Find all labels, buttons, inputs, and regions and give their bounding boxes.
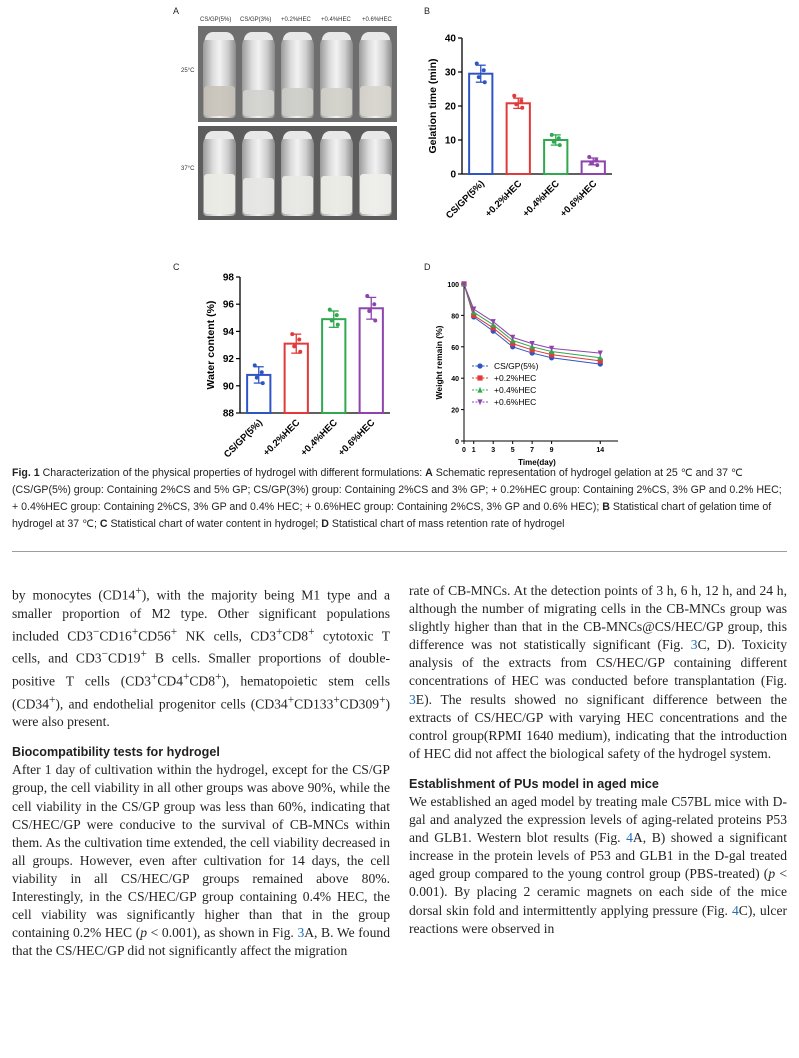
figure-link[interactable]: 3 bbox=[690, 637, 698, 653]
paragraph: rate of CB-MNCs. At the detection points of 3 h, 6 h, 12 h, and 24 h, although the number of migrating cells in the CB-MNCs group was slightly higher than that in the CB-MNCs@CS/HEC/GP group, this difference was not statistically significant (Fig. 3C, D). Toxicity analysis of the extracts from CS/HEC/GP containing different concentrations of HEC was conducted before transplantation (Fig. 3E). The results showed no significant difference between the extracts of CS/HEC/GP with varying HEC concentrations and the control group(RPMI 1640 medium), indicating that the introduction of HEC did not affect the biological safety of the hydrogel system. bbox=[409, 583, 787, 761]
tube-label: CS/GP(5%) bbox=[200, 17, 232, 23]
data-point bbox=[298, 350, 302, 354]
y-tick-label: 94 bbox=[222, 326, 234, 338]
caption-intro: Characterization of the physical properties of hydrogel with different formulations: bbox=[39, 467, 426, 479]
caption-d-label: D bbox=[321, 518, 329, 530]
y-tick-label: 98 bbox=[222, 272, 234, 284]
x-tick-label: +0.4%HEC bbox=[298, 417, 340, 459]
panel-letter-c: C bbox=[173, 262, 180, 272]
left-column bbox=[12, 582, 390, 960]
tube-label: +0.2%HEC bbox=[281, 17, 311, 23]
x-tick-label: 0 bbox=[462, 447, 466, 454]
section-heading: Biocompatibility tests for hydrogel bbox=[12, 745, 220, 760]
data-point bbox=[514, 102, 518, 106]
data-point bbox=[477, 75, 481, 79]
legend-label: +0.2%HEC bbox=[494, 373, 537, 383]
data-point bbox=[290, 332, 294, 336]
caption-b-label: B bbox=[602, 501, 610, 513]
data-point bbox=[512, 94, 516, 98]
section-heading: Establishment of PUs model in aged mice bbox=[409, 776, 659, 791]
y-tick-label: 100 bbox=[447, 282, 459, 289]
caption-d-text: Statistical chart of mass retention rate of hydrogel bbox=[328, 518, 565, 530]
x-tick-label: 5 bbox=[510, 447, 515, 454]
data-point bbox=[261, 381, 265, 385]
caption-a-label: A bbox=[425, 467, 433, 479]
y-tick-label: 20 bbox=[444, 101, 456, 113]
bar bbox=[507, 103, 530, 174]
chart-gelation-time bbox=[420, 20, 620, 245]
tube-label: +0.6%HEC bbox=[362, 17, 392, 23]
data-point bbox=[365, 294, 369, 298]
figure-link[interactable]: 3 bbox=[297, 925, 305, 941]
y-tick-label: 60 bbox=[451, 344, 459, 352]
bar bbox=[360, 308, 383, 413]
x-tick-label: +0.6%HEC bbox=[558, 178, 600, 220]
y-tick-label: 10 bbox=[444, 135, 456, 147]
panel-letter-d: D bbox=[424, 262, 431, 272]
data-point bbox=[477, 387, 482, 393]
data-point bbox=[589, 161, 593, 165]
caption-b-text: Statistical chart of gelation time of hydrogel at 37 ℃; bbox=[12, 501, 772, 530]
data-point bbox=[477, 399, 482, 405]
bar bbox=[469, 74, 492, 174]
data-point bbox=[558, 143, 562, 147]
y-tick-label: 0 bbox=[455, 439, 459, 446]
y-tick-label: 30 bbox=[444, 67, 456, 79]
y-axis-label: Gelation time (min) bbox=[427, 58, 439, 154]
figure-number: Fig. 1 bbox=[12, 467, 40, 479]
data-point bbox=[373, 319, 377, 323]
data-point bbox=[297, 338, 301, 342]
caption-c-text: Statistical chart of water content in hydrogel; bbox=[107, 518, 322, 530]
x-tick-label: CS/GP(5%) bbox=[444, 178, 487, 222]
y-tick-label: 40 bbox=[444, 33, 456, 45]
x-tick-label: 7 bbox=[530, 447, 535, 454]
vial-image bbox=[203, 32, 236, 118]
y-tick-label: 40 bbox=[451, 376, 459, 384]
x-tick-label: 9 bbox=[549, 447, 554, 454]
caption-a-text: Schematic representation of hydrogel gelation at 25 ℃ and 37 ℃ (CS/GP(5%) group: Containing 2%CS and 5% GP; CS/GP(3%) group: Containing 2%CS and 3% GP; + 0.2%HEC group: Containing 2%CS, 3% GP and 0.2% HEC; + 0.4%HEC group: Containing 2%CS, 3% GP and 0.4% HEC; + 0.6%HEC group: Containing 2%CS, 3% GP and 0.6% HEC); bbox=[12, 467, 782, 513]
data-point bbox=[292, 344, 296, 348]
tube-label: CS/GP(3%) bbox=[240, 17, 272, 23]
vial-image bbox=[242, 32, 275, 118]
data-point bbox=[477, 375, 482, 380]
right-column bbox=[409, 582, 787, 938]
paragraph: We established an aged model by treating male C57BL mice with D-gal and analyzed the expression levels of aging-related proteins P53 and GLB1. Western blot results (Fig. 4A, B) showed a significant increase in the protein levels of P53 and GLB1 in the D-gal treated aged group compared to the young control group (PBS-treated) (p < 0.001). By placing 2 ceramic magnets on each side of the mice dorsal skin fold and intermittently applying pressure (Fig. 4C), ulcer reactions were observed in bbox=[409, 793, 788, 936]
data-point bbox=[335, 313, 339, 317]
row-label-37c: 37°C bbox=[181, 166, 195, 172]
x-tick-label: +0.4%HEC bbox=[520, 178, 562, 220]
x-tick-label: CS/GP(5%) bbox=[222, 417, 265, 461]
vial-image bbox=[242, 131, 275, 216]
x-tick-label: +0.6%HEC bbox=[336, 417, 378, 459]
panel-letter-b: B bbox=[424, 6, 431, 16]
data-point bbox=[595, 163, 599, 167]
x-tick-label: 3 bbox=[491, 447, 496, 454]
x-tick-label: 1 bbox=[471, 447, 476, 454]
data-point bbox=[557, 136, 561, 140]
y-tick-label: 92 bbox=[222, 354, 234, 366]
y-tick-label: 90 bbox=[222, 381, 234, 393]
data-point bbox=[328, 308, 332, 312]
bar bbox=[285, 344, 308, 413]
row-label-25c: 25°C bbox=[181, 68, 195, 74]
x-tick-label: 14 bbox=[596, 447, 605, 454]
x-tick-label: +0.2%HEC bbox=[483, 178, 525, 220]
legend-label: CS/GP(5%) bbox=[494, 361, 539, 371]
paragraph: by monocytes (CD14+), with the majority being M1 type and a smaller proportion of M2 type. Other significant populations included CD3−CD16+CD56+ NK cells, CD3+CD8+ cytotoxic T cells, and CD3−CD19+ B cells. Smaller proportions of double-positive T cells (CD3+CD4+CD8+), hematopoietic stem cells (CD34+), and endothelial progenitor cells (CD34+CD133+CD309+) were also present. bbox=[12, 585, 391, 730]
photo-row-37c bbox=[198, 126, 397, 220]
photo-row-25c bbox=[198, 26, 397, 122]
figure-link[interactable]: 3 bbox=[409, 691, 416, 707]
data-point bbox=[587, 155, 591, 159]
panel-letter-a: A bbox=[173, 6, 180, 16]
legend-label: +0.4%HEC bbox=[494, 385, 537, 395]
vial-image bbox=[281, 32, 314, 118]
data-point bbox=[519, 99, 523, 103]
tube-label: +0.4%HEC bbox=[321, 17, 351, 23]
y-tick-label: 0 bbox=[450, 169, 456, 181]
vial-image bbox=[203, 131, 236, 216]
bar bbox=[322, 319, 345, 413]
y-tick-label: 88 bbox=[222, 408, 234, 420]
caption-c-label: C bbox=[99, 518, 108, 530]
vial-image bbox=[359, 32, 392, 118]
chart-weight-remain bbox=[420, 265, 640, 467]
data-point bbox=[336, 323, 340, 327]
caption-rule bbox=[12, 551, 787, 552]
y-axis-label: Weight remain (%) bbox=[434, 325, 444, 400]
data-point bbox=[552, 140, 556, 144]
y-axis-label: Water content (%) bbox=[205, 300, 217, 390]
data-point bbox=[520, 106, 524, 110]
figure-link[interactable]: 4 bbox=[626, 830, 633, 846]
data-point bbox=[253, 363, 257, 367]
data-point bbox=[550, 133, 554, 137]
data-point bbox=[260, 370, 264, 374]
y-tick-label: 20 bbox=[451, 407, 459, 415]
vial-image bbox=[359, 131, 392, 216]
data-point bbox=[482, 68, 486, 72]
legend-label: +0.6%HEC bbox=[494, 397, 537, 407]
data-point bbox=[594, 158, 598, 162]
figure-caption bbox=[12, 465, 787, 533]
vial-image bbox=[320, 32, 353, 118]
data-point bbox=[372, 302, 376, 306]
vial-image bbox=[320, 131, 353, 216]
paragraph: After 1 day of cultivation within the hydrogel, except for the CS/GP group, the cell viability in all other groups was above 90%, while the cell viability in the CS/GP group was less than 60%, indicating that CS/HEC/GP were conducive to the survival of CB-MNCs within them. As the cultivation time extended, the cell viability decreased in all groups. However, even after cultivation for 14 days, the cell viability in all CS/HEC/GP groups remained above 80%. Interestingly, in the CS/HEC/GP group containing 0.4% HEC, the cell viability was significantly higher than that in the group containing 0.2% HEC (p < 0.001), as shown in Fig. 3A, B. We found that the CS/HEC/GP did not significantly affect the migration bbox=[12, 762, 390, 959]
data-point bbox=[477, 363, 482, 368]
figure-link[interactable]: 4 bbox=[731, 902, 739, 918]
data-point bbox=[367, 309, 371, 313]
x-axis-label: Time(day) bbox=[518, 458, 556, 467]
x-tick-label: +0.2%HEC bbox=[261, 417, 303, 459]
chart-water-content bbox=[190, 265, 390, 465]
data-point bbox=[475, 62, 479, 66]
y-tick-label: 80 bbox=[451, 313, 459, 321]
data-point bbox=[255, 376, 259, 380]
vial-image bbox=[281, 131, 314, 216]
y-tick-label: 96 bbox=[222, 299, 234, 311]
data-point bbox=[330, 319, 334, 323]
data-point bbox=[483, 80, 487, 84]
